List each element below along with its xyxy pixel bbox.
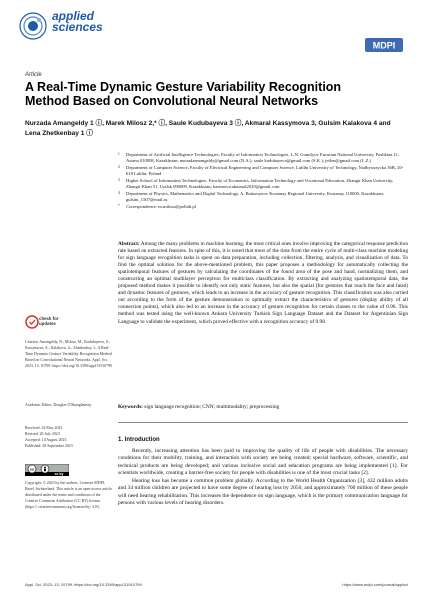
abstract-text: Among the many problems in machine learning, the most critical ones involve improving the categorical response prediction rate based on extracted features. In spite of this, it is noted that most of the time from the entire cycle of multi-class machine modeling for sign language recognition tasks is spent on data preparation, including collection, filtering, analysis, and visualization of data. To find the optimal solution for the above-mentioned problem, this paper proposes a methodology for automatically collecting the spatiotemporal features of gestures by calculating the coordinates of the found area of the pose and hand, normalizing them, and constructing an optimal multilayer perceptron for multiclass classification. By extracting and analyzing spatiotemporal data, the proposed method makes it possible to identify not only static features, but also the spatial (for gestures that touch the face and head) and dynamic features of gestures, which leads to an increase in the accuracy of gesture recognition. This classification was also carried out according to the form of the gesture demonstration to optimally extract the characteristics of gestures (display ability of all connection points), which also led to an increase in the accuracy of gesture recognition for certain classes to the value of 0.96. This method was tested using the well-known Ankara University Turkish Sign Language Dataset and the Dataset for Argentinian Sign Language to validate the experiment, which proved effective with a recognition accuracy of 0.98. — [118, 241, 408, 325]
affiliation-number: 2 — [118, 165, 120, 169]
affiliation-text: Department of Physics, Mathematics and Digital Technology, A. Baitursynov Kostanay Regional University, Kostanay 110000, Kazakhstan; gulsim_1507@mail.ru — [126, 191, 384, 202]
revised-date: Revised: 20 July 2023 — [25, 432, 60, 437]
divider — [118, 422, 408, 423]
publication-dates — [25, 425, 113, 449]
cc-by-license-icon — [25, 464, 69, 476]
article-type-label: Article — [25, 72, 42, 78]
affiliation-item — [118, 191, 408, 203]
affiliation-text: Higher School of Information Technologies, Faculty of Economics, Information Technology and Vocational Education, Zhangir Khan University, Zhangir Khan 51, Uralsk 090009, Kazakhstan; kasimova.akmaral2020@gmail.com — [126, 178, 394, 189]
check-for-updates-line2: updates — [39, 321, 56, 326]
footer-citation: Appl. Sci. 2023, 13, 10799. https://doi.org/10.3390/app131910799 — [25, 582, 142, 587]
affiliations — [118, 152, 408, 211]
affiliation-item — [118, 165, 408, 177]
correspondence — [118, 204, 408, 210]
mdpi-logo-icon — [365, 38, 403, 52]
abstract — [118, 241, 408, 326]
affiliation-item — [118, 178, 408, 190]
journal-name — [52, 11, 172, 33]
introduction-body — [118, 448, 408, 508]
accepted-date: Accepted: 14 August 2023 — [25, 438, 67, 443]
cc-by-text: cc by — [54, 472, 64, 476]
check-for-updates-label[interactable] — [39, 316, 59, 326]
affiliation-number: 1 — [118, 152, 120, 156]
affiliation-text: Department of Computer Science, Faculty of Electrical Engineering and Computer Science, Lublin University of Technology, Nadbystrzycka 36B, 20-618 Lublin, Poland — [126, 165, 404, 176]
copyright-notice: Copyright: © 2023 by the authors. Licensee MDPI, Basel, Switzerland. This article is an open access article distributed under the terms and conditions of the Creative Commons Attribution (CC BY) license (https:// creativecommons.org/licenses/by/ 4.0/). — [25, 481, 113, 509]
journal-name-line2: sciences — [52, 20, 103, 34]
svg-text:cc: cc — [29, 467, 35, 472]
received-date: Received: 24 May 2023 — [25, 426, 63, 430]
published-date: Published: 28 September 2023 — [25, 444, 73, 449]
journal-name-line1: applied — [52, 9, 95, 23]
citation: Citation: Amangeldy, N.; Milosz, M.; Kudubayeva, S.; Kassymova, A.; Kalakova, G.; Zhetkenbay, L. A Real-Time Dynamic Gesture Variability Recognition Method Based on Convolutional Neural Networks. Appl. Sci. 2023, 13, 10799. https://doi.org/10.3390/app131910799 — [25, 340, 113, 368]
correspondence-text: Correspondence: m.milosz@pollub.pl — [126, 204, 196, 209]
affiliation-text: Department of Artificial Intelligence Technologies, Faculty of Information Technologies, L.N. Gumilyov Eurasian National University, Pushkina 11, Astana 010008, Kazakhstan; nurzadaamangeldy@gmail.com (N.A.); saule.kudubayeva@gmail.com (S.K.); jetlen@gmail.com (L.Z.) — [126, 152, 400, 163]
footer-journal-link[interactable]: https://www.mdpi.com/journal/applsci — [342, 582, 408, 587]
affiliation-number: 4 — [118, 191, 120, 195]
keywords-text: sign language recognition; CNN; multimodality; preprocessing — [144, 404, 280, 410]
correspondence-mark: * — [118, 204, 120, 208]
intro-paragraph-2: Hearing loss has become a common problem globally. According to the World Health Organization [3], 432 million adults and 34 million children are projected to have some degree of hearing loss by 2050, and approximately 700 million of these people will need hearing rehabilitation. This increases the dependence on sign language, which is the primary communication language for persons with various levels of hearing disorders. — [118, 478, 408, 506]
article-title: A Real-Time Dynamic Gesture Variability Recognition Method Based on Convolutional Neural Networks — [25, 80, 342, 108]
check-for-updates-line1: check for — [39, 316, 59, 321]
academic-editor: Academic Editor: Douglas O'Shaughnessy — [25, 403, 92, 407]
affiliation-number: 3 — [118, 178, 120, 182]
keywords — [118, 404, 408, 411]
intro-paragraph-1: Recently, increasing attention has been paid to improving the quality of life of people with disabilities. The necessary conditions for their mobility, training, and interaction with society are being created; special hardware, software, scientific, and technical products are being developed; and various inclusive social and education programs are being implemented [1]. For scientists worldwide, creating a barrier-free society for people with disabilities is one of the most crucial tasks [2]. — [118, 448, 408, 476]
mdpi-logo-text: MDPI — [372, 40, 396, 51]
affiliation-item — [118, 152, 408, 164]
journal-logo-icon — [18, 11, 48, 41]
author-list: Nurzada Amangeldy 1 ⓘ, Marek Milosz 2,* ⓘ, Saule Kudubayeva 3 ⓘ, Akmaral Kassymova 3, Gulsim Kalakova 4 and Lena Zhetkenbay 1 ⓘ — [25, 120, 391, 137]
abstract-label: Abstract: — [118, 241, 140, 247]
section-heading-introduction: 1. Introduction — [118, 437, 160, 443]
keywords-label: Keywords: — [118, 404, 143, 410]
